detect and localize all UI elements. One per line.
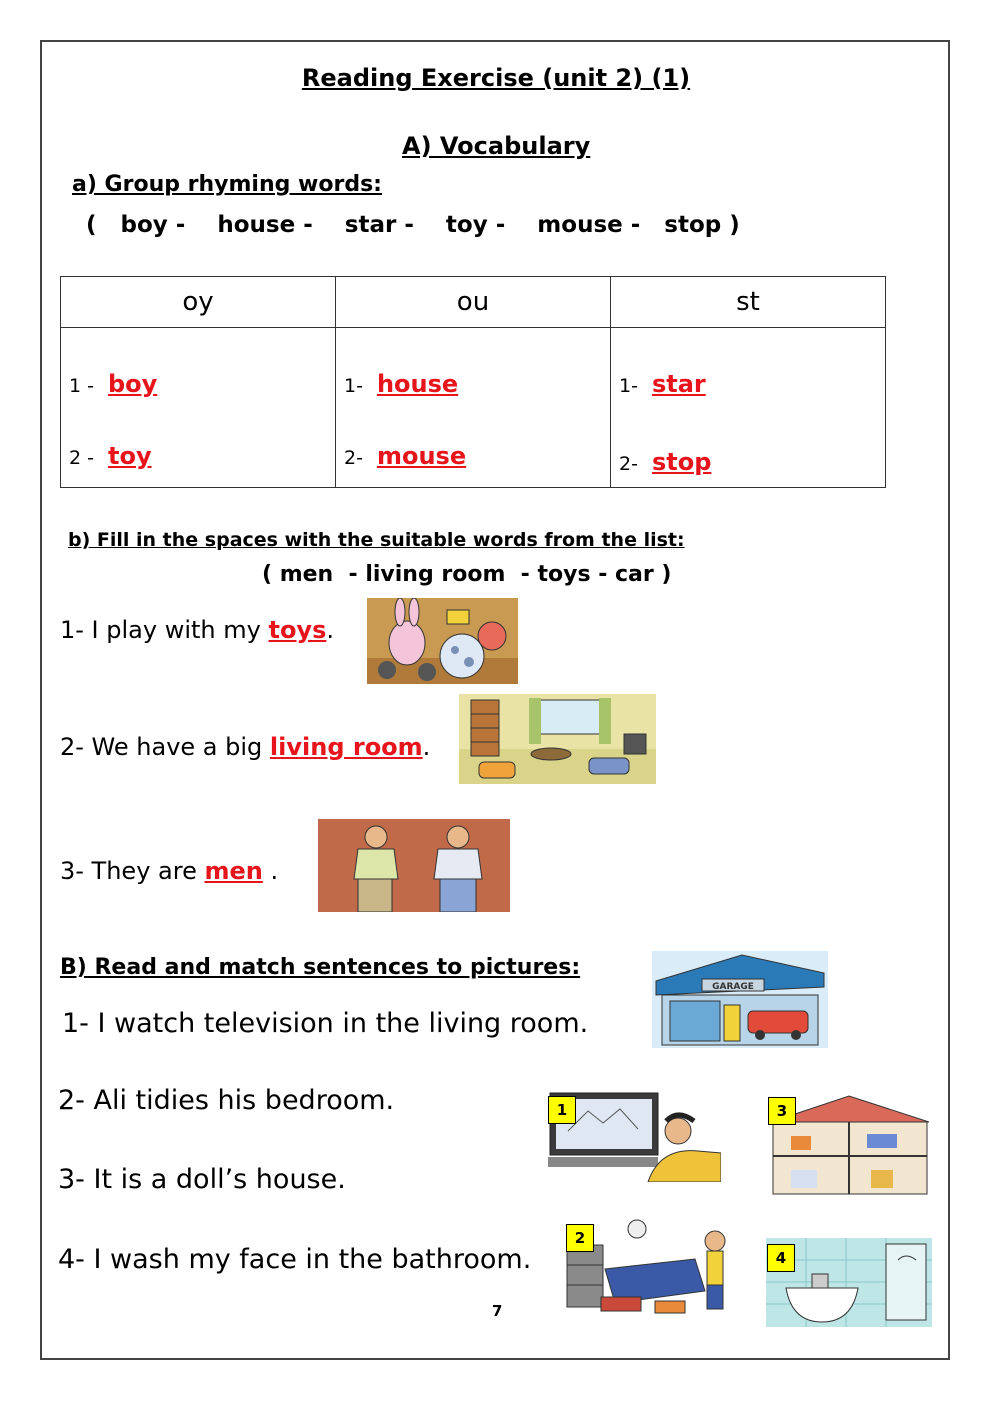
fill-sentence-2: 2- We have a big living room. [60, 733, 431, 761]
list-item: 1- house [344, 370, 459, 398]
answer-word: house [376, 370, 459, 398]
garage-sign: GARAGE [712, 982, 754, 992]
answer-word: star [651, 370, 706, 398]
rhyme-table [60, 276, 886, 488]
answer-word: mouse [376, 442, 467, 470]
list-item: 1 - boy [69, 370, 158, 398]
column-header-oy: oy [61, 277, 336, 328]
picture-label-4: 4 [767, 1244, 795, 1272]
section-a-heading: A) Vocabulary [402, 132, 591, 160]
picture-label-3: 3 [768, 1097, 796, 1125]
column-cell-st [611, 328, 886, 488]
rhyme-word-list: ( boy - house - star - toy - mouse - stop ) [86, 212, 740, 238]
picture-label-1: 1 [548, 1096, 576, 1124]
answer-word: stop [651, 448, 712, 476]
column-cell-oy [61, 328, 336, 488]
column-header-st: st [611, 277, 886, 328]
match-sentence-2: 2- Ali tidies his bedroom. [58, 1085, 395, 1116]
match-sentence-3: 3- It is a doll’s house. [58, 1164, 346, 1195]
garage-picture [652, 951, 828, 1048]
part-b-heading: b) Fill in the spaces with the suitable words from the list: [68, 529, 685, 551]
answer-word: toys [268, 616, 327, 644]
fill-sentence-1: 1- I play with my toys. [60, 616, 334, 644]
list-item: 1- star [619, 370, 706, 398]
answer-word: men [204, 857, 263, 885]
page-number: 7 [492, 1302, 503, 1320]
fill-word-list: ( men - living room - toys - car ) [262, 562, 672, 587]
answer-word: boy [107, 370, 158, 398]
part-a-heading: a) Group rhyming words: [72, 172, 382, 197]
match-sentence-1: 1- I watch television in the living room. [62, 1008, 589, 1039]
page-title: Reading Exercise (unit 2) (1) [301, 64, 691, 92]
picture-label-2: 2 [566, 1224, 594, 1252]
living-room-picture [459, 694, 656, 784]
toys-picture [367, 598, 518, 684]
list-item: 2 - toy [69, 442, 152, 470]
fill-sentence-3: 3- They are men . [60, 857, 279, 885]
list-item: 2- stop [619, 448, 712, 476]
men-picture [318, 819, 510, 912]
answer-word: toy [107, 442, 152, 470]
column-header-ou: ou [336, 277, 611, 328]
list-item: 2- mouse [344, 442, 467, 470]
match-sentence-4: 4- I wash my face in the bathroom. [58, 1244, 532, 1275]
column-cell-ou [336, 328, 611, 488]
answer-word: living room [269, 733, 423, 761]
section-b-heading: B) Read and match sentences to pictures: [60, 955, 581, 980]
